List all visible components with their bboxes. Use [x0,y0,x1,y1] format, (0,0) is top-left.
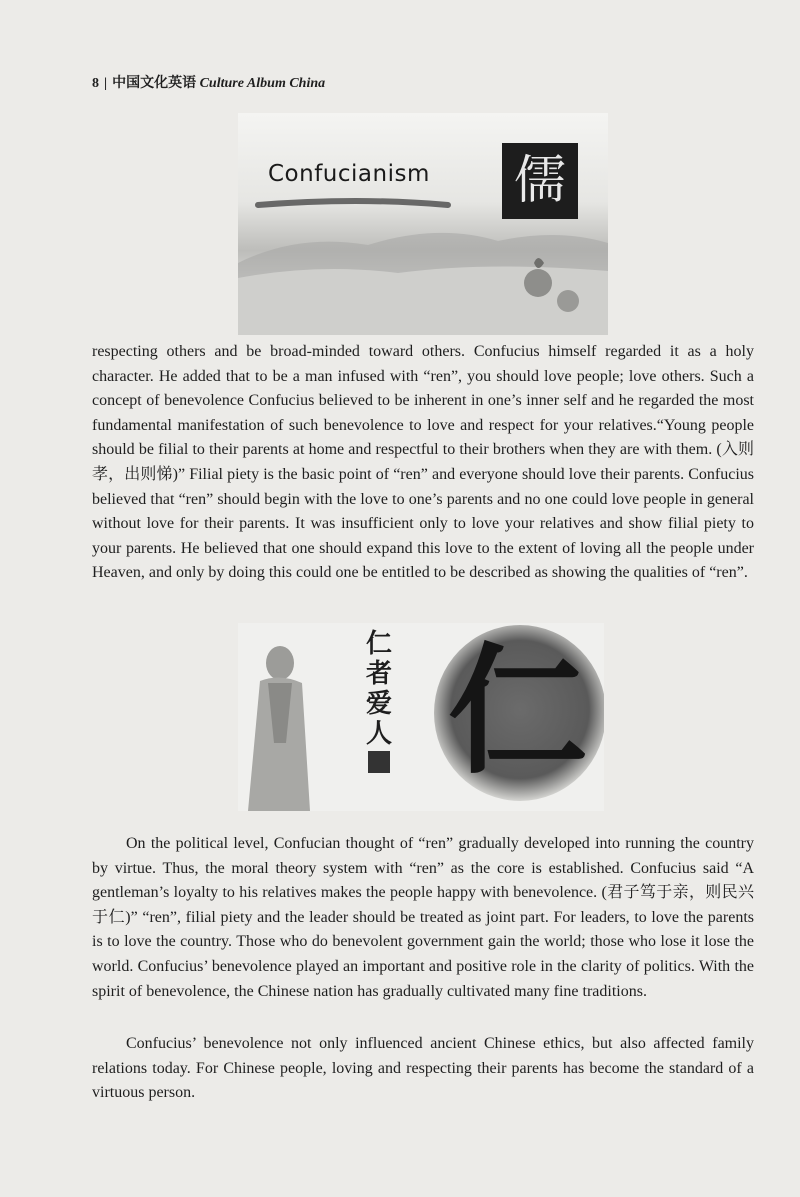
paragraph-1: respecting others and be broad-minded toward others. Confucius himself regarded it as a holy character. He added that to be a man infused with “ren”, you should love people; love others. Such a concept of benevolence Confucius believed to be inherent in one’s inner self and he regarded the most fundamental manifestation of such benevolence to love and respect for your relatives.“Young people should be filial to their parents at home and respectful to their brothers when they are with them. (入则孝，出则悌)” Filial piety is the basic point of “ren” and everyone should love their parents. Confucius believed that “ren” should begin with the love to one’s parents and no one could love people in general without love for their parents. It was insufficient only to love your relatives and show filial piety to your parents. He believed that one should expand this love to the extent of loving all the people under Heaven, and only by doing this could one be entitled to be described as showing the qualities of “ren”. [92,343,754,582]
ren-illustration [238,623,604,811]
ren-motto: 仁者爱人 [365,629,392,749]
figure-title: Confucianism [268,161,430,187]
ru-seal: 儒 [502,143,578,219]
ren-calligraphy: 仁 [448,631,589,794]
seal-stamp [368,751,390,773]
page-number: 8 [92,76,99,91]
confucius-statue [238,623,348,811]
header-separator: | [104,76,108,91]
paragraph-3: Confucius’ benevolence not only influenced ancient Chinese ethics, but also affected family relations today. For Chinese people, loving and respecting their parents has become the standard of a virtuous person. [92,1035,754,1102]
book-title-zh: 中国文化英语 [112,75,197,91]
paragraph-2: On the political level, Confucian thought of “ren” gradually developed into running the country by virtue. Thus, the moral theory system with “ren” as the core is established. Confucius said “A gentleman’s loyalty to his relatives makes the people happy with benevolence. (君子笃于亲，则民兴于仁)” “ren”, filial piety and the leader should be treated as joint part. For leaders, to love the parents is to love the country. Those who do benevolent government gain the world; those who lose it lose the world. Confucius’ benevolence played an important and positive role in the clarity of politics. With the spirit of benevolence, the Chinese nation has gradually cultivated many fine traditions. [92,835,754,1000]
book-title-en: Culture Album China [199,76,326,91]
running-header [92,72,325,92]
confucianism-illustration [238,113,608,335]
